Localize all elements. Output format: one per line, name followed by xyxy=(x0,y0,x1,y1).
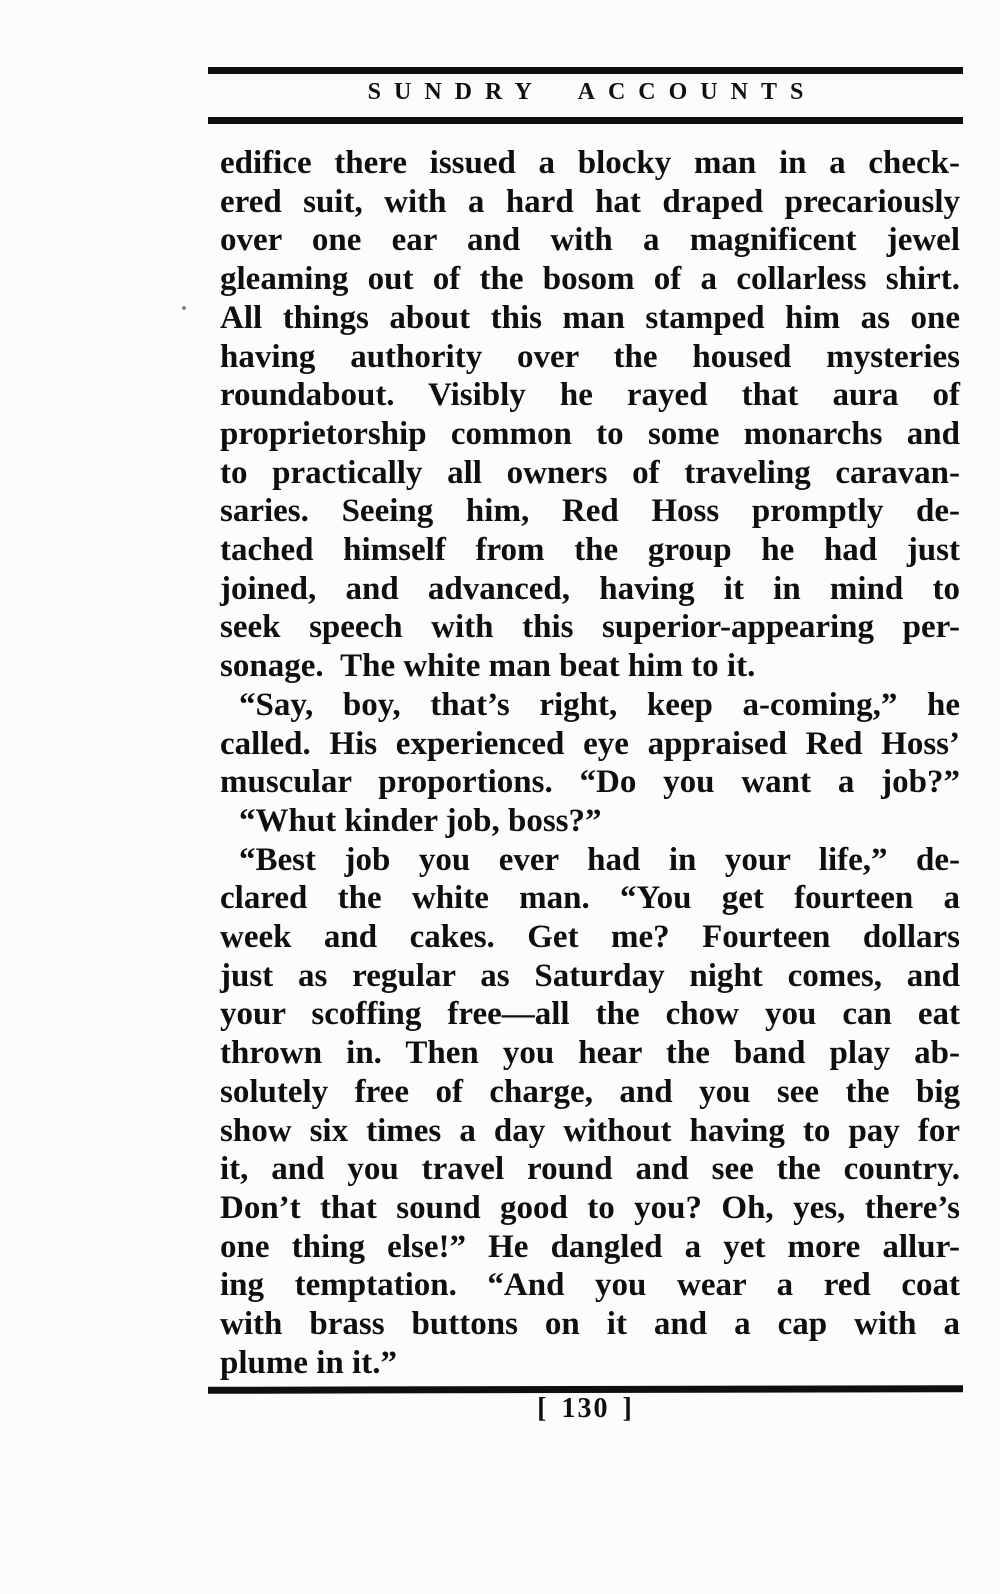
text-line: sonage. The white man beat him to it. xyxy=(220,648,756,685)
text-line: solutely free of charge, and you see the big xyxy=(220,1073,960,1110)
text-line: Don’t that sound good to you? Oh, yes, there’s xyxy=(220,1189,960,1226)
text-line: seek speech with this superior-appearing per- xyxy=(220,609,960,646)
text-line: “Whut kinder job, boss?” xyxy=(239,802,602,839)
text-line: one thing else!” He dangled a yet more allur- xyxy=(220,1228,960,1265)
text-line: clared the white man. “You get fourteen a xyxy=(220,880,960,917)
text-line: to practically all owners of traveling caravan- xyxy=(220,454,960,491)
text-line: plume in it.” xyxy=(220,1344,397,1381)
scan-speck xyxy=(182,306,186,310)
text-line: week and cakes. Get me? Fourteen dollars xyxy=(220,919,960,956)
header-rule-top xyxy=(208,67,963,74)
header-rule-bottom xyxy=(208,117,963,124)
text-line: “Best job you ever had in your life,” de- xyxy=(239,841,960,878)
text-line: ered suit, with a hard hat draped precariously xyxy=(220,183,960,220)
paragraph xyxy=(220,802,960,841)
text-line: thrown in. Then you hear the band play ab- xyxy=(220,1035,960,1072)
text-line: tached himself from the group he had just xyxy=(220,532,960,569)
text-line: “Say, boy, that’s right, keep a-coming,” he xyxy=(239,686,960,723)
text-line: just as regular as Saturday night comes, and xyxy=(220,957,960,994)
text-line: joined, and advanced, having it in mind to xyxy=(220,570,960,607)
paragraph xyxy=(220,841,960,1383)
paragraph xyxy=(220,686,960,802)
text-line: edifice there issued a blocky man in a check- xyxy=(220,145,960,181)
text-line: proprietorship common to some monarchs and xyxy=(220,415,960,452)
running-head: SUNDRY ACCOUNTS xyxy=(367,79,817,105)
text-line: saries. Seeing him, Red Hoss promptly de- xyxy=(220,493,960,530)
text-line: gleaming out of the bosom of a collarless shirt. xyxy=(220,261,960,298)
page-number: [ 130 ] xyxy=(537,1393,634,1424)
text-line: it, and you travel round and see the country. xyxy=(220,1151,960,1188)
text-line: All things about this man stamped him as one xyxy=(220,299,960,336)
text-line: ing temptation. “And you wear a red coat xyxy=(220,1267,960,1304)
text-line: your scoffing free—all the chow you can eat xyxy=(220,996,960,1033)
text-line: over one ear and with a magnificent jewel xyxy=(220,222,960,259)
body-text xyxy=(220,144,960,1383)
text-line: show six times a day without having to pay for xyxy=(220,1112,960,1149)
text-line: with brass buttons on it and a cap with a xyxy=(220,1306,960,1343)
text-line: muscular proportions. “Do you want a job?” xyxy=(220,764,960,801)
text-line: roundabout. Visibly he rayed that aura of xyxy=(220,377,960,414)
text-line: having authority over the housed mysteries xyxy=(220,338,960,375)
text-line: called. His experienced eye appraised Red Hoss’ xyxy=(220,725,960,762)
paragraph xyxy=(220,144,960,686)
